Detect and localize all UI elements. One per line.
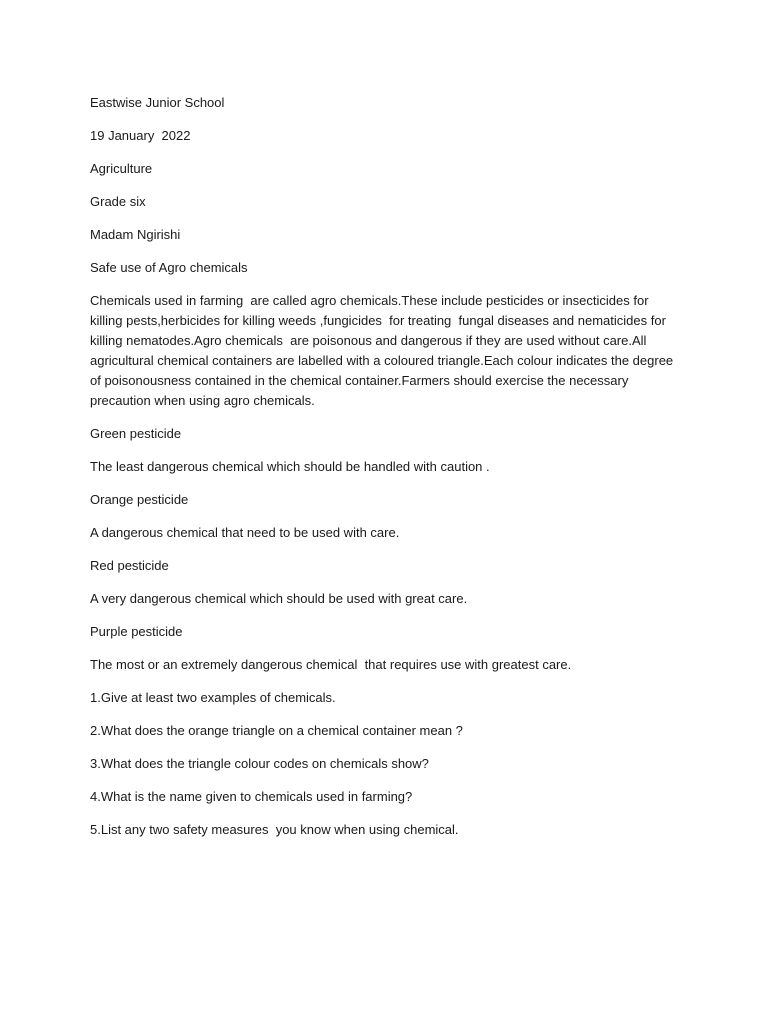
topic-title: Safe use of Agro chemicals — [90, 260, 248, 275]
school-name: Eastwise Junior School — [90, 95, 225, 110]
question-2: 2.What does the orange triangle on a chemical container mean ? — [90, 723, 463, 738]
pesticide-description-green: The least dangerous chemical which should be handled with caution . — [90, 459, 490, 474]
date-line: 19 January 2022 — [90, 128, 191, 143]
pesticide-name-red: Red pesticide — [90, 558, 169, 573]
intro-paragraph: Chemicals used in farming are called agro chemicals.These include pesticides or insecticides for killing pests,herbicides for killing weeds ,fungicides for treating fungal diseases and nematicides for killing nematodes.Agro chemicals are poisonous and dangerous if they are used without care.All agricultural chemical containers are labelled with a coloured triangle.Each colour indicates the degree of poisonousness contained in the chemical container.Farmers should exercise the necessary precaution when using agro chemicals. — [90, 293, 677, 408]
document-content — [90, 93, 676, 853]
pesticide-description-red: A very dangerous chemical which should be used with great care. — [90, 591, 468, 606]
pesticide-description-purple: The most or an extremely dangerous chemical that requires use with greatest care. — [90, 657, 572, 672]
question-5: 5.List any two safety measures you know when using chemical. — [90, 822, 459, 837]
pesticide-name-green: Green pesticide — [90, 426, 182, 441]
question-4: 4.What is the name given to chemicals used in farming? — [90, 789, 413, 804]
subject-line: Agriculture — [90, 161, 153, 176]
question-1: 1.Give at least two examples of chemicals. — [90, 690, 336, 705]
teacher-line: Madam Ngirishi — [90, 227, 181, 242]
pesticide-name-orange: Orange pesticide — [90, 492, 189, 507]
question-3: 3.What does the triangle colour codes on chemicals show? — [90, 756, 429, 771]
pesticide-description-orange: A dangerous chemical that need to be used with care. — [90, 525, 400, 540]
pesticide-name-purple: Purple pesticide — [90, 624, 183, 639]
grade-line: Grade six — [90, 194, 146, 209]
